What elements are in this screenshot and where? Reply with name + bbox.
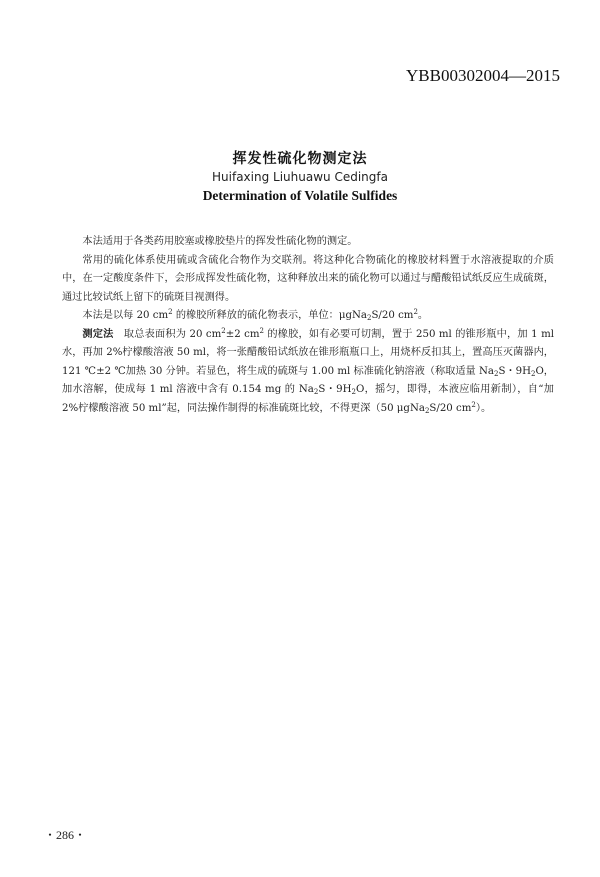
procedure-label: 测定法: [82, 328, 114, 340]
text-run: 取总表面积为 20 cm: [113, 328, 222, 340]
body-text: [62, 233, 554, 418]
text-run: 的橡胶，如有必要可切割，置于 250 ml 的锥形瓶中，加 1 ml 水，再加 2%柠檬酸溶液 50 ml，将一张醋酸铅试纸放在锥形瓶瓶口上，用烧杯反扣其上，置高压灭菌器内，121 ℃±2 ℃加热 30 分钟。若显色，将生成的硫斑与 1.00 ml 标准硫化钠溶液（称取适量 Na: [62, 328, 555, 377]
text-run: ）。: [475, 402, 492, 414]
subscript: 2: [366, 314, 372, 322]
text-run: ±2 cm: [225, 328, 260, 340]
superscript: 2: [413, 308, 418, 316]
text-run: S/20 cm: [429, 402, 472, 414]
subscript: 2: [493, 369, 499, 378]
subscript: 2: [530, 369, 536, 378]
superscript: 2: [471, 400, 476, 409]
paragraph-scope: 本法适用于各类药用胶塞或橡胶垫片的挥发性硫化物的测定。: [82, 236, 358, 247]
text-run: O，加水溶解，使成每 1 ml 溶液中含有 0.154 mg 的 Na: [62, 365, 554, 395]
paragraph-procedure: [62, 326, 554, 419]
text-run: 本法是以每 20 cm: [82, 310, 169, 321]
text-run: S/20 cm: [371, 310, 414, 321]
text-run: 的橡胶所释放的硫化物表示，单位：μgNa: [172, 310, 367, 321]
superscript: 2: [221, 326, 226, 335]
subscript: 2: [313, 388, 319, 396]
text-run: O，摇匀，即得，本液应临用新制），自“加 2%柠檬酸溶液 50 ml”起，同法操作制得的标准硫斑比较，不得更深（50 μgNa: [62, 384, 554, 414]
subscript: 2: [351, 388, 356, 396]
title-english: Determination of Volatile Sulfides: [202, 188, 398, 203]
paragraph-unit: [62, 307, 554, 326]
text-run: 。: [417, 310, 429, 321]
subscript: 2: [424, 406, 430, 415]
superscript: 2: [168, 308, 173, 316]
title-chinese: 挥发性硫化物测定法: [232, 151, 368, 167]
title-pinyin: Huifaxing Liuhuawu Cedingfa: [212, 170, 388, 184]
page-number: ・286・: [44, 828, 87, 842]
standard-code: YBB00302004—2015: [406, 66, 560, 85]
superscript: 2: [259, 326, 264, 335]
paragraph-principle: 常用的硫化体系使用硫或含硫化合物作为交联剂。将这种化合物硫化的橡胶材料置于水溶液提取的介质中，在一定酸度条件下，会形成挥发性硫化物，这种释放出来的硫化物可以通过与醋酸铅试纸反应生成硫斑，通过比较试纸上留下的硫斑目视测得。: [62, 254, 554, 303]
text-run: S・9H: [498, 365, 531, 377]
text-run: S・9H: [318, 384, 352, 395]
